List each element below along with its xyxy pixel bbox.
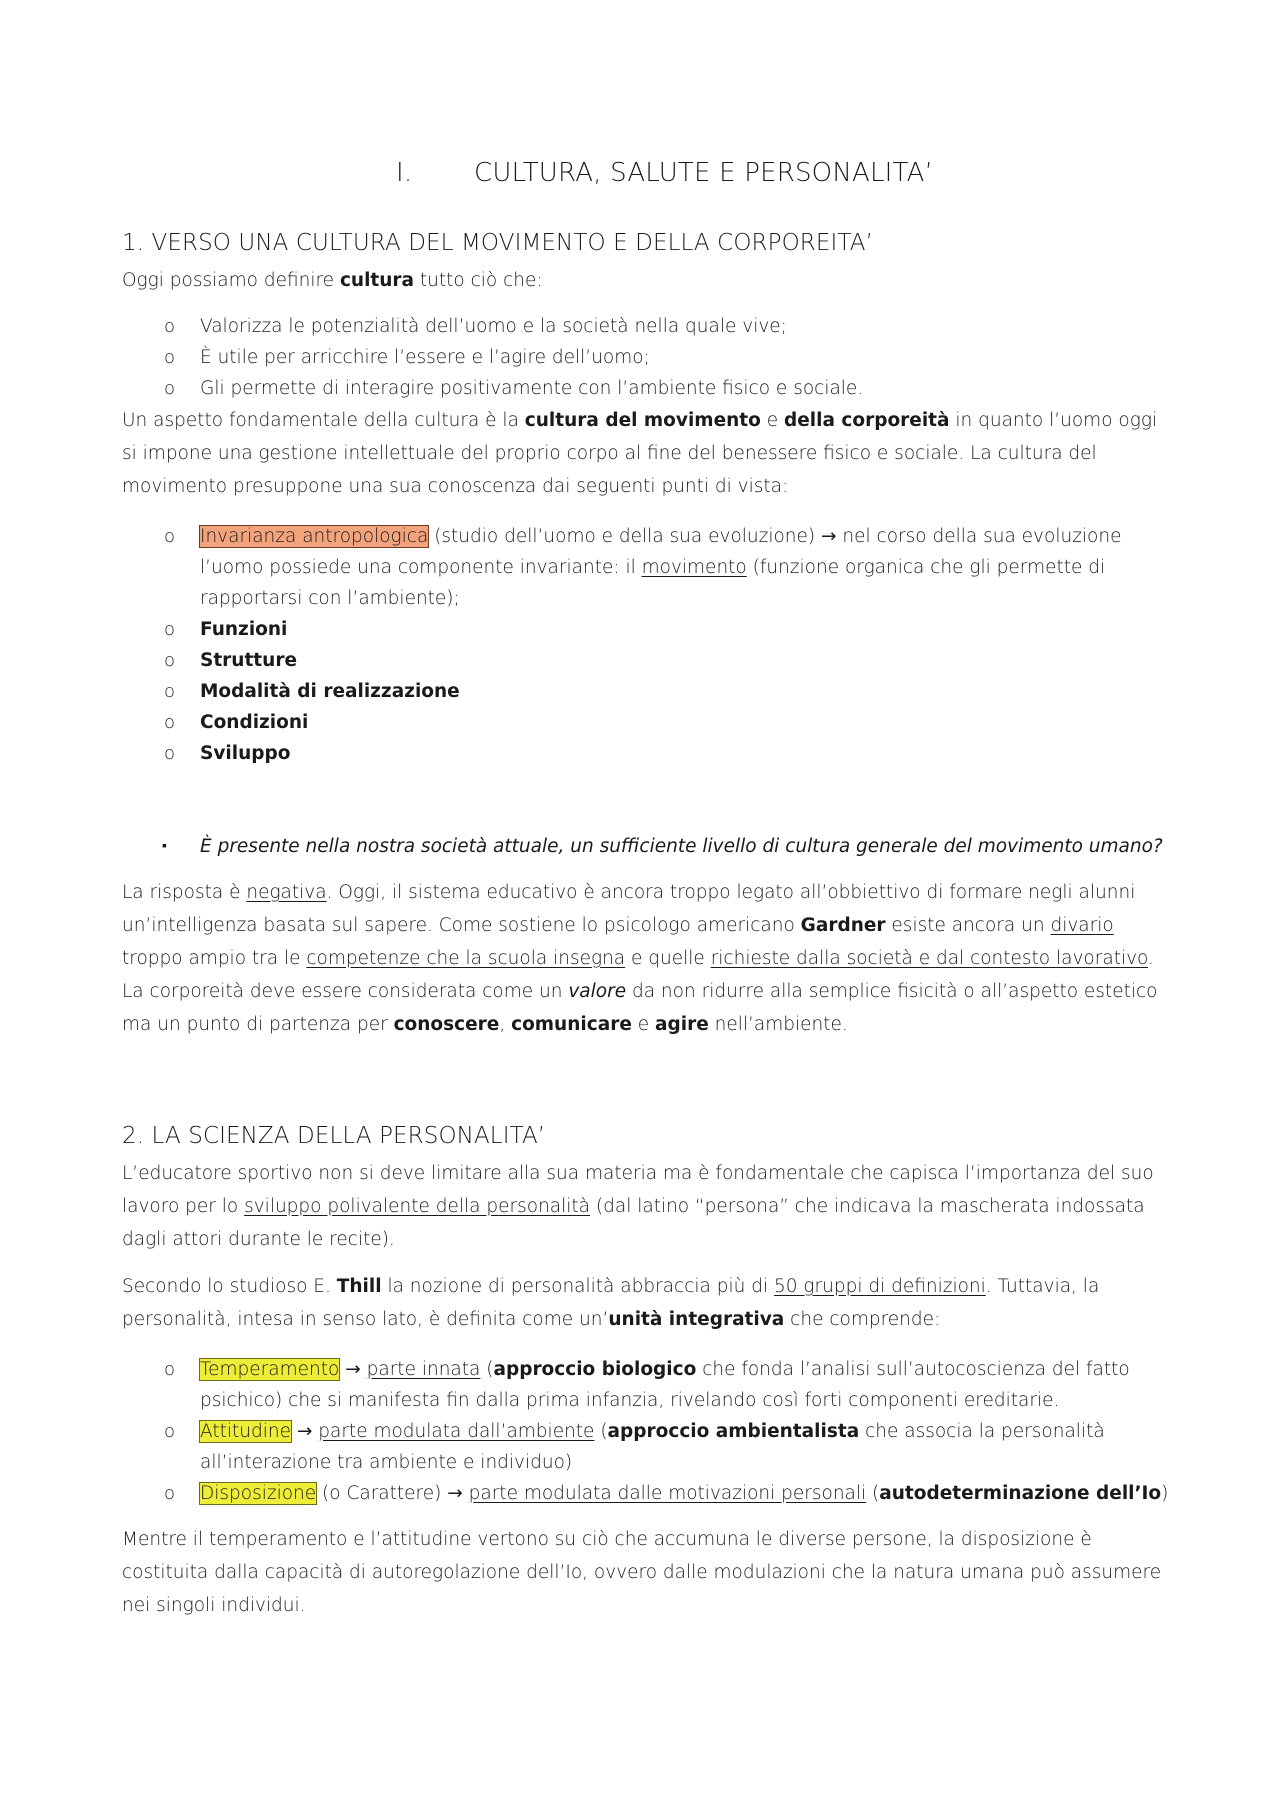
highlight-attitudine: Attitudine — [200, 1421, 291, 1442]
section-2-paragraph-3: Mentre il temperamento e l’attitudine vertono su ciò che accumuna le diverse persone, la disposizione è costituita dalla capacità di autoregolazione dell’Io, ovvero dalle modulazioni che la natura umana può assumere nei singoli individui. — [122, 1529, 1162, 1616]
list-item: o Invarianza antropologica (studio dell’uomo e della sua evoluzione) → nel corso della sua evoluzione l’uomo possiede una componente invariante: il movimento (funzione organica che gli permette di rapportarsi con l’ambiente); — [164, 526, 1122, 609]
list-item: o Gli permette di interagire positivamente con l’ambiente fisico e sociale. — [164, 378, 864, 399]
section-2-paragraph-2: Secondo lo studioso E. Thill la nozione di personalità abbraccia più di 50 gruppi di definizioni. Tuttavia, la personalità, intesa in senso lato, è definita come un’unità integrativa che comprende: — [122, 1276, 1100, 1330]
arrow-icon: → — [447, 1483, 463, 1504]
section-1-intro: Oggi possiamo definire cultura tutto ciò che: — [122, 270, 543, 291]
list-item: o È utile per arricchire l’essere e l’agire dell’uomo; — [164, 347, 650, 368]
list-item: o Condizioni — [164, 712, 309, 733]
viewpoints-list — [122, 521, 1172, 769]
arrow-icon: → — [345, 1359, 361, 1380]
culture-list — [122, 311, 1172, 404]
question-list — [122, 831, 1172, 862]
personality-list — [122, 1354, 1172, 1509]
document-page — [122, 150, 1172, 1622]
section-1-paragraph-2: La risposta è negativa. Oggi, il sistema educativo è ancora troppo legato all’obbiettivo di formare negli alunni un’intelligenza basata sul sapere. Come sostiene lo psicologo americano Gardner esiste ancora un divario troppo ampio tra le competenze che la scuola insegna e quelle richieste dalla società e dal contesto lavorativo. — [122, 882, 1154, 969]
arrow-icon: → — [296, 1421, 313, 1442]
section-2-paragraph-1: L’educatore sportivo non si deve limitare alla sua materia ma è fondamentale che capisca l’importanza del suo lavoro per lo sviluppo polivalente della personalità (dal latino “persona” che indicava la mascherata indossata dagli attori durante le recite). — [122, 1163, 1154, 1250]
section-1-paragraph-3: La corporeità deve essere considerata come un valore da non ridurre alla semplice fisicità o all’aspetto estetico ma un punto di partenza per conoscere, comunicare e agire nell’ambiente. — [122, 981, 1158, 1035]
arrow-icon: → — [821, 526, 837, 547]
section-2-heading: 2. LA SCIENZA DELLA PERSONALITA’ — [122, 1123, 546, 1149]
highlight-invarianza: Invarianza antropologica — [200, 526, 429, 547]
chapter-number: I. — [396, 158, 413, 188]
chapter-title-text: CULTURA, SALUTE E PERSONALITA’ — [474, 158, 934, 188]
square-bullet-icon: ▪ — [162, 838, 167, 854]
list-item: o Attitudine → parte modulata dall’ambiente (approccio ambientalista che associa la personalità all’interazione tra ambiente e individuo) — [164, 1421, 1105, 1473]
list-item: o Strutture — [164, 650, 297, 671]
highlight-temperamento: Temperamento — [200, 1359, 340, 1380]
section-1-heading: 1. VERSO UNA CULTURA DEL MOVIMENTO E DELLA CORPOREITA’ — [122, 230, 874, 256]
chapter-title — [122, 150, 1172, 186]
section-1-paragraph-1: Un aspetto fondamentale della cultura è la cultura del movimento e della corporeità in quanto l’uomo oggi si impone una gestione intellettuale del proprio corpo al fine del benessere fisico e sociale. La cultura del movimento presuppone una sua conoscenza dai seguenti punti di vista: — [122, 410, 1158, 497]
list-item: o Valorizza le potenzialità dell’uomo e la società nella quale vive; — [164, 316, 787, 337]
question-item: ▪ È presente nella nostra società attuale, un sufficiente livello di cultura generale del movimento umano? — [122, 831, 1172, 862]
list-item: o Sviluppo — [164, 743, 291, 764]
highlight-disposizione: Disposizione — [200, 1483, 317, 1504]
list-item: o Modalità di realizzazione — [164, 681, 460, 702]
list-item: o Temperamento → parte innata (approccio biologico che fonda l’analisi sull’autocoscienza del fatto psichico) che si manifesta fin dalla prima infanzia, rivelando così forti componenti ereditarie. — [164, 1359, 1130, 1411]
list-item: o Funzioni — [164, 619, 288, 640]
list-item: o Disposizione (o Carattere) → parte modulata dalle motivazioni personali (autodeterminazione dell’Io) — [164, 1483, 1169, 1504]
